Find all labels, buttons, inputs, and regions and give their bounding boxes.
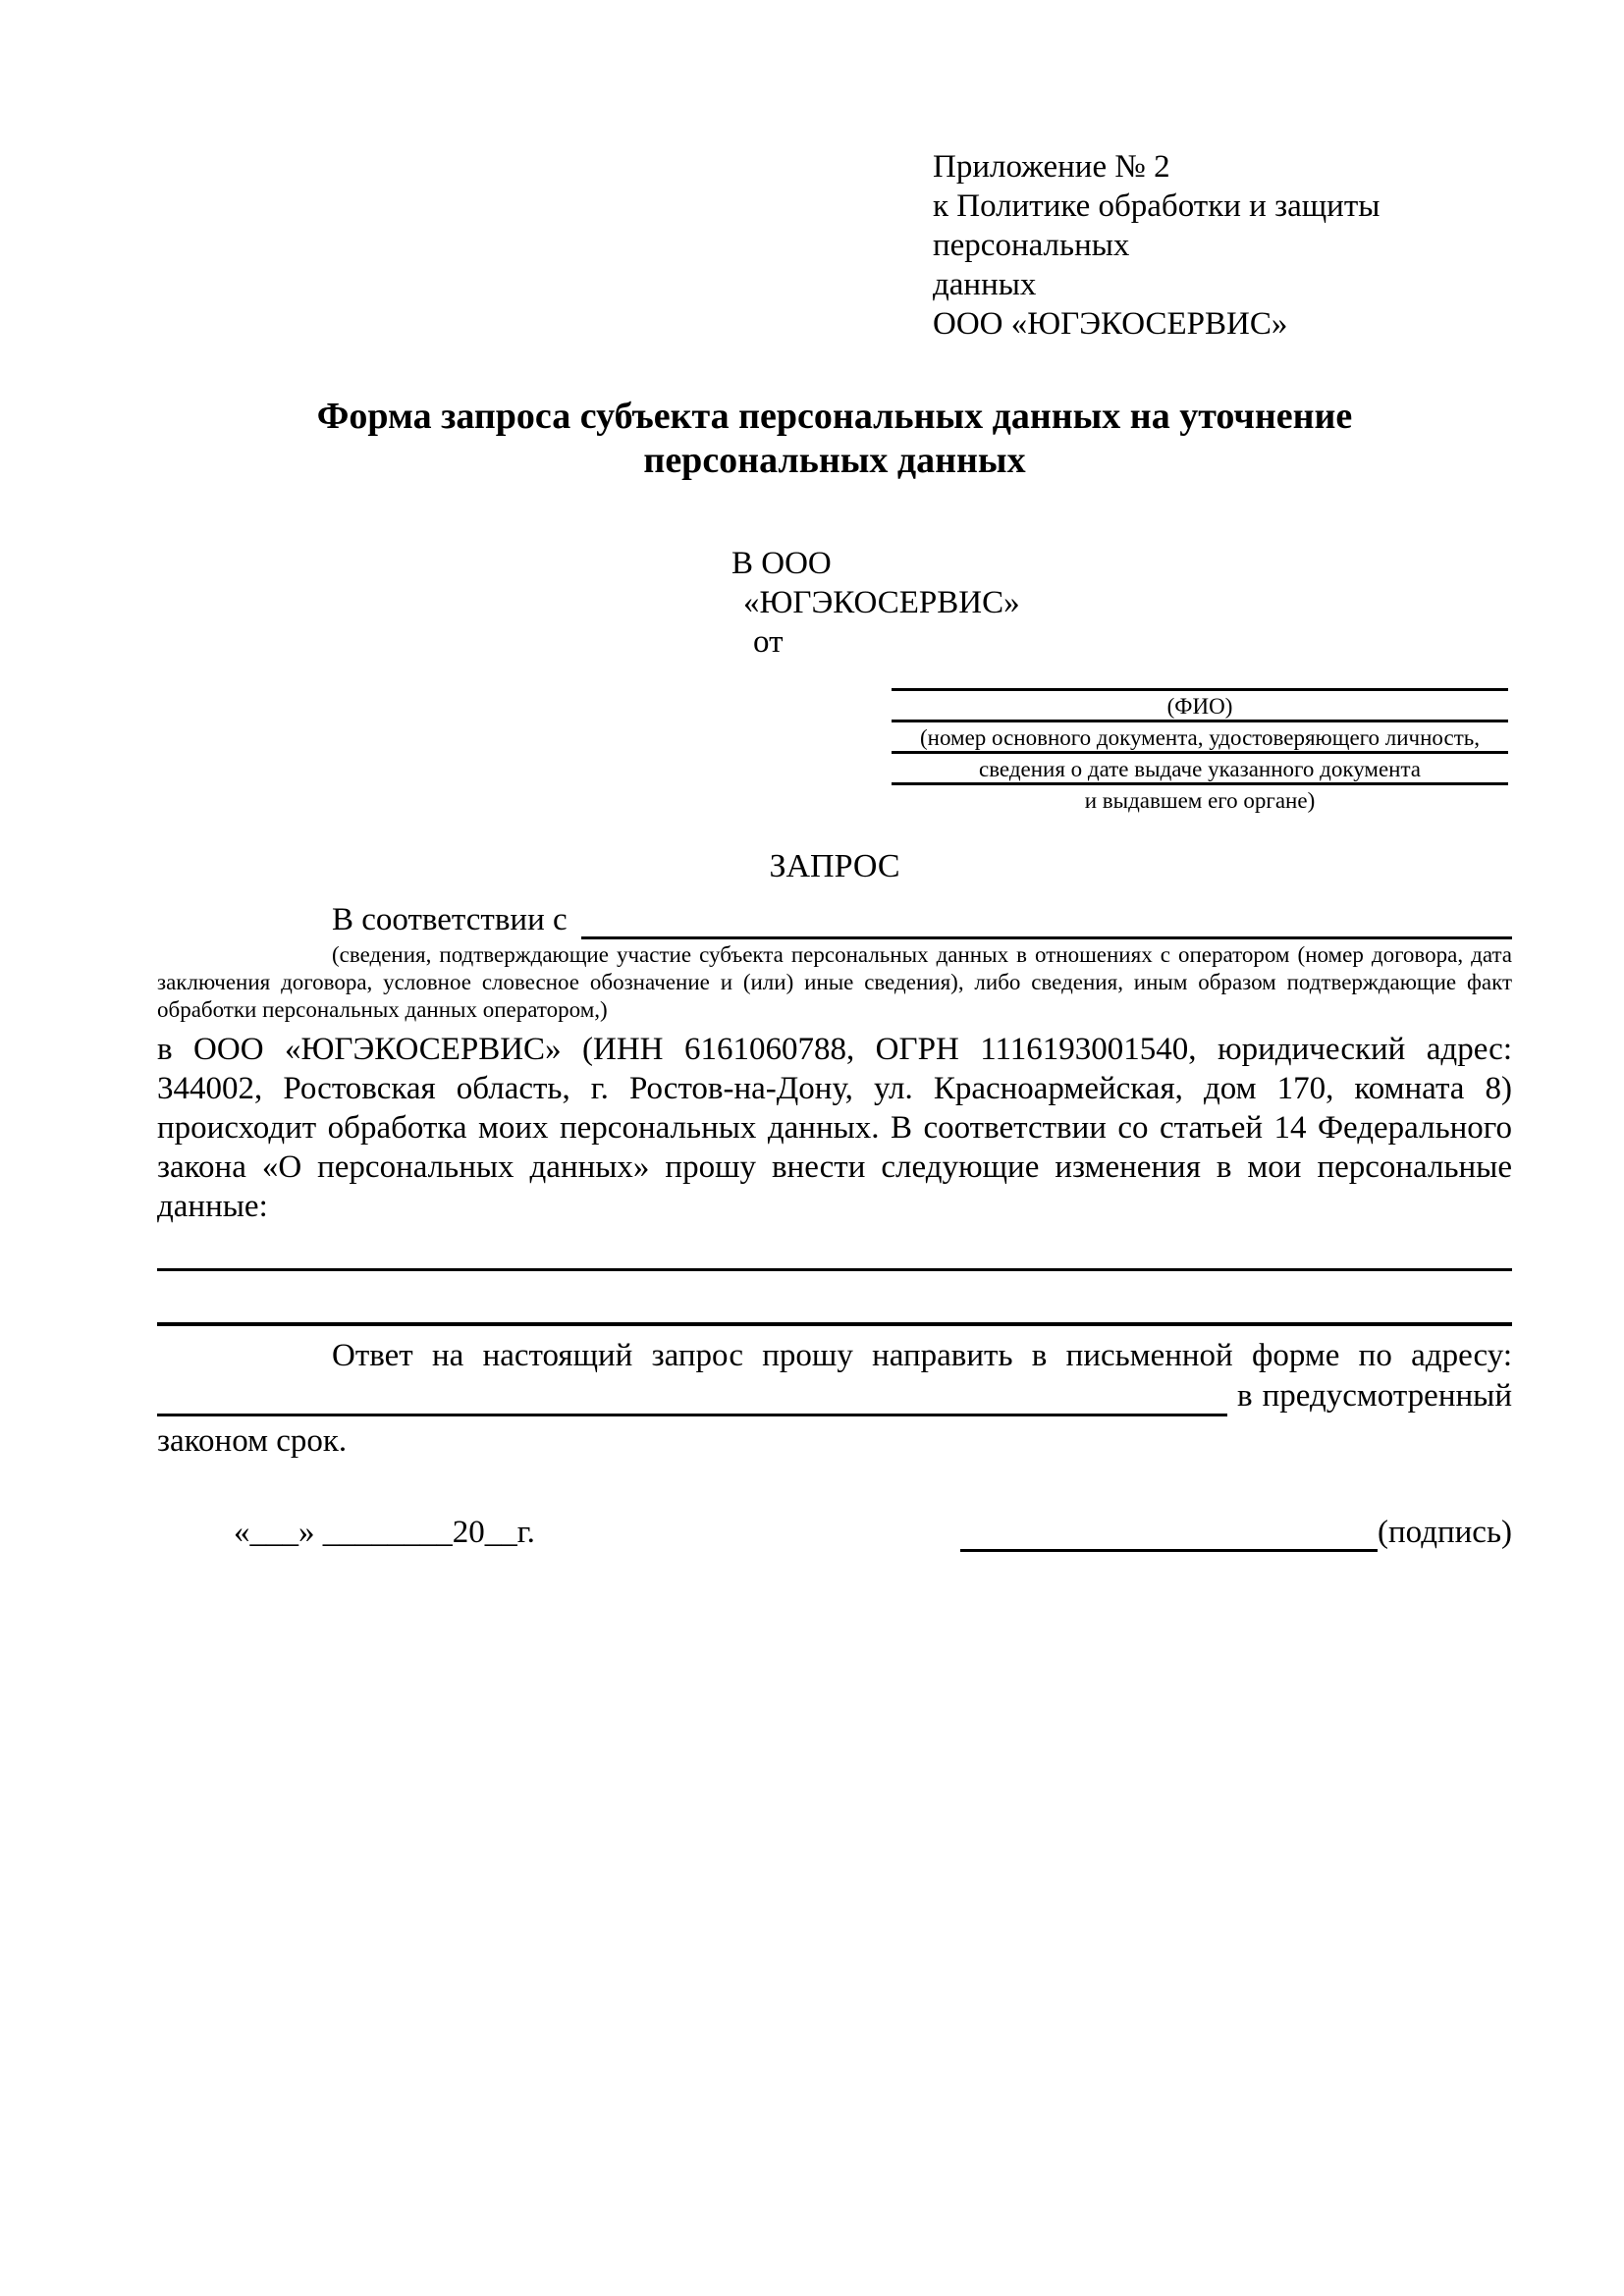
- response-word-v: в: [1237, 1378, 1253, 1414]
- footer-row: [157, 1513, 1512, 1552]
- document-title: Форма запроса субъекта персональных данных на уточнение персональных данных: [316, 396, 1353, 481]
- fine-print-note: (сведения, подтверждающие участие субъекта персональных данных в отношениях с оператором (номер договора, дата заключения договора, условное словесное обозначение и (или) иные сведения), либо сведения, иным образом подтверждающие факт обработки персональных данных оператором,): [157, 942, 1512, 1022]
- signature-blank-line: [960, 1519, 1378, 1552]
- addressee-line-2: «ЮГЭКОСЕРВИС»: [743, 585, 1020, 620]
- field-fio: [892, 662, 1508, 720]
- response-text-end: законом срок.: [157, 1423, 348, 1459]
- field-issuing-authority: [892, 782, 1508, 814]
- address-blank-line: [157, 1381, 1227, 1416]
- intro-prefix: В соответствии с: [332, 902, 568, 937]
- issuing-authority-caption: и выдавшем его органе): [1084, 788, 1316, 813]
- changes-blank-line-2: [157, 1271, 1512, 1326]
- field-id-document-number: [892, 720, 1508, 751]
- addressee-line-3: от: [753, 624, 784, 660]
- field-issue-date: [892, 751, 1508, 782]
- signature-caption: (подпись): [1378, 1515, 1512, 1550]
- id-document-caption: (номер основного документа, удостоверяющего личность,: [919, 725, 1480, 750]
- annex-line-1: Приложение № 2: [933, 149, 1170, 185]
- issue-date-caption: сведения о дате выдаче указанного документа: [978, 757, 1422, 781]
- fio-caption: (ФИО): [1166, 694, 1233, 719]
- annex-line-3: данных: [933, 267, 1037, 302]
- response-text: Ответ на настоящий запрос прошу направить в письменной форме по адресу:: [332, 1338, 1512, 1373]
- response-word-predusmotrennyy: предусмотренный: [1262, 1378, 1512, 1414]
- fio-blank-line: [892, 662, 1508, 691]
- addressee-block: [731, 544, 1512, 662]
- changes-blank-line-1: [157, 1226, 1512, 1271]
- intro-blank-line: [581, 906, 1512, 939]
- response-address-row: [157, 1375, 1512, 1416]
- request-heading: ЗАПРОС: [769, 848, 900, 884]
- intro-row: [157, 900, 1512, 939]
- addressee-line-1: В ООО: [731, 546, 832, 581]
- annex-line-2: к Политике обработки и защиты персональных: [933, 188, 1380, 263]
- annex-line-4: ООО «ЮГЭКОСЕРВИС»: [933, 306, 1288, 342]
- signature-group: [960, 1513, 1512, 1552]
- annex-header: [933, 147, 1512, 344]
- date-blank-line: «___» ________20__г.: [234, 1515, 535, 1550]
- request-body: в ООО «ЮГЭКОСЕРВИС» (ИНН 6161060788, ОГРН 1116193001540, юридический адрес: 344002, Ростовская область, г. Ростов-на-Дону, ул. Красноармейская, дом 170, комната 8) происходит обработка моих персональных данных. В соответствии со статьей 14 Федерального закона «О персональных данных» прошу внести следующие изменения в мои персональные данные:: [157, 1032, 1512, 1224]
